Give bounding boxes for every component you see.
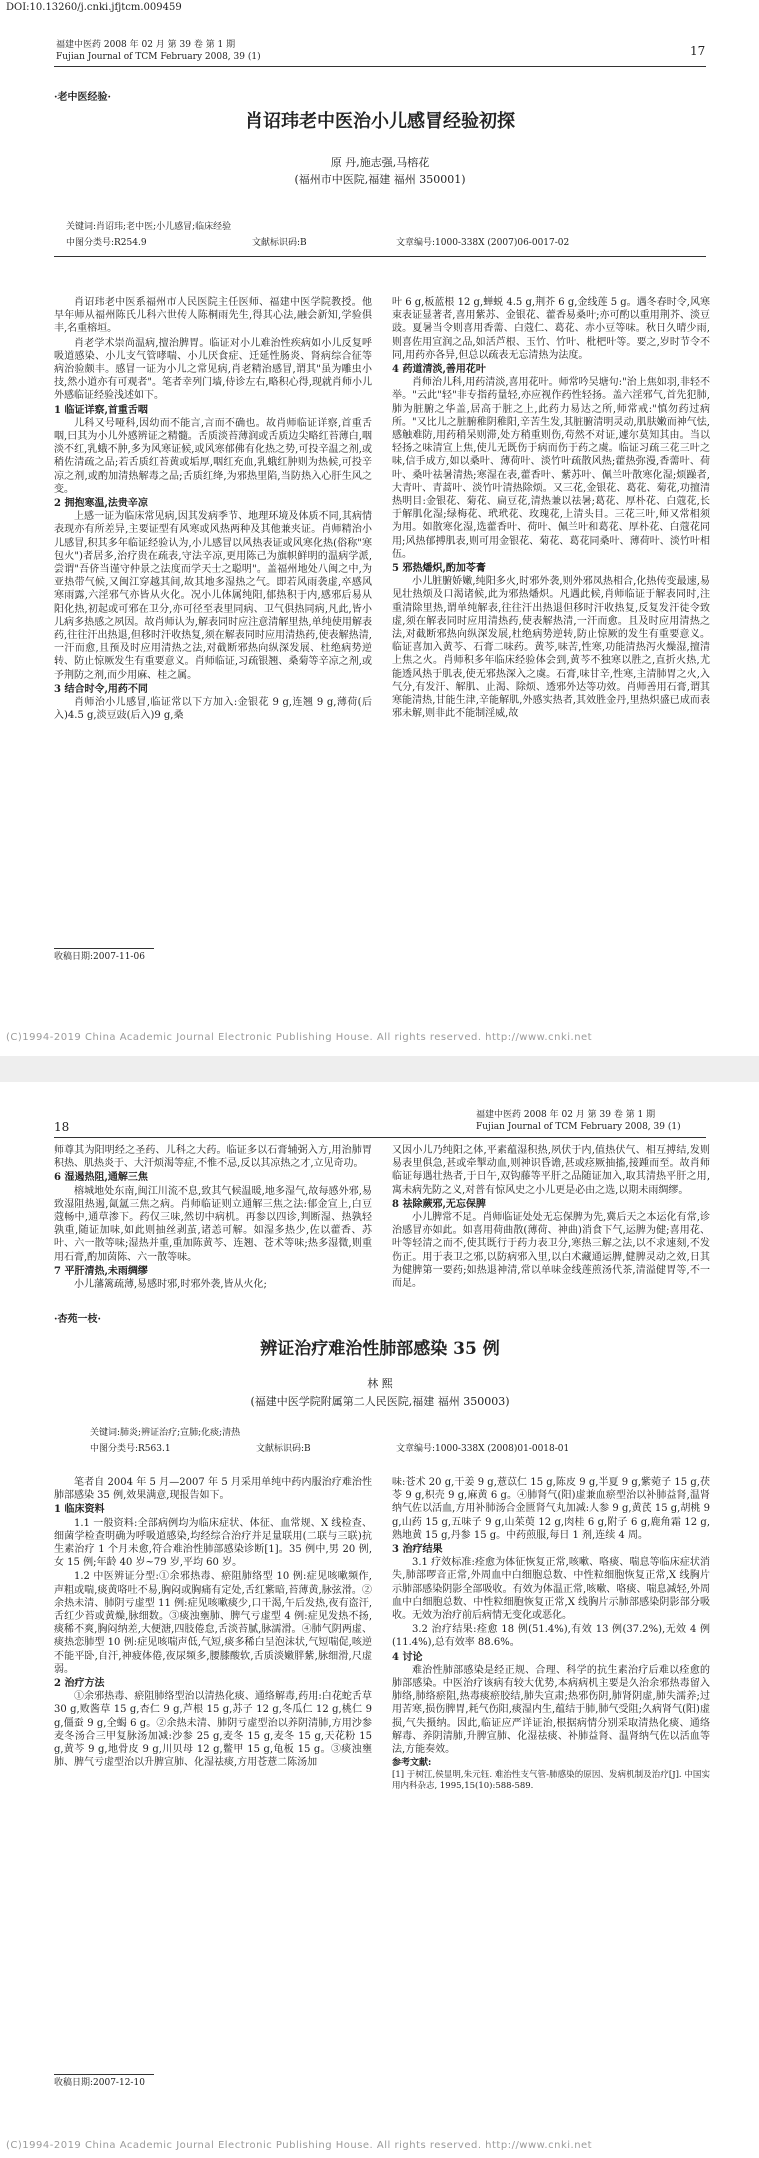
page2-header-rule — [54, 1137, 706, 1138]
copyright-line-1: (C)1994-2019 China Academic Journal Electronic Publishing House. All rights reserved. http://www.cnki.net — [6, 1032, 593, 1043]
page1-header-cn: 福建中医药 2008 年 02 月 第 39 卷 第 1 期 — [56, 40, 236, 50]
body-paragraph: 师尊其为阳明经之圣药、儿科之大药。临证多以石膏辅弼入方,用治肺胃积热、肌热炎于、大汗烦渴等症,不惟不忌,反以其凉热之才,立见奇功。 — [54, 1145, 372, 1170]
section-heading: 4 讨论 — [392, 1651, 423, 1663]
section-heading: 2 治疗方法 — [54, 1678, 105, 1690]
body-paragraph: 又因小儿乃纯阳之体,平素蕴湿积热,夙伏于内,值热伏气、相互搏结,发则易表里俱急,甚或牵掣动血,则神识昏谵,甚或痉厥抽搐,接踵而至。故肖师临证每遇壮热者,于日午,双钩藤等平肝之品随证加入,取其清热平肝之用,寓未病先防之义,对普有惊风史之小儿更是必由之选,以期未雨绸缪。 — [392, 1145, 710, 1196]
page2-top-right-column — [392, 1144, 710, 1312]
page2-footnote-rule — [54, 2074, 154, 2075]
body-paragraph: 小儿脏腑娇嫩,纯阳多火,时邪外袭,则外邪凤热相合,化热传变最速,易见壮热烦及口渴诸候,此为邪热燔炽。凡遇此候,肖师临证于解表同时,注重清除里热,谓单纯解表,往往汗出热退但移时汗收热复,反复发汗徒令致虚,须在解表同时应用清热药,使表解热清,一汗而愈。且及时应用清热之法,对截断邪热向纵深发展,杜绝病势逆转,防止惊厥的发生有重要意义。临证喜加入黄芩、石膏二味药。黄芩,味苦,性寒,功能清热泻火燥湿,擅清上焦之火。肖师积多年临床经验体会到,黄芩不独寒以胜之,直折火热,尤能透风热于肌表,使无邪热深入之虞。石膏,味甘辛,性寒,主清肺胃之火,入气分,有发汗、解肌、止渴、除烦、透邪外达等功效。肖师善用石膏,谓其寒能清热,甘能生津,辛能解肌,外感实热者,其效胜金丹,里热炽盛已成而表邪未解,则非此不能制淫威,故 — [392, 576, 710, 720]
page2-bottom-right-column — [392, 1476, 710, 2094]
body-paragraph: 1.2 中医辨证分型:①余邪热毒、瘀阻肺络型 10 例:症见咳嗽频作,声粗或喘,痰黄咯吐不易,胸闷或胸痛有定处,舌红紫暗,苔薄黄,脉弦滑。②余热未清、肺阴亏虚型 11 例:症见咳嗽痰少,口干渴,午后发热,夜有盗汗,舌红少苔或黄燥,脉细数。③痰浊壅肺、脾气亏虚型 4 例:症见发热不扬,痰稀不爽,胸闷纳差,大便溏,四肢倦怠,舌淡苔腻,脉濡滑。④肺气阴两虚、痰热恋肺型 10 例:症见咳喘声低,气短,痰多稀白呈泡沫状,气短喘促,咳逆不能平卧,自汗,神疲体倦,夜尿频多,腰膝酸软,舌质淡嫩胖紫,脉细滑,尺虚弱。 — [54, 1571, 372, 1675]
body-paragraph: 小儿藩篱疏薄,易感时邪,时邪外袭,皆从火化; — [74, 1279, 267, 1291]
body-paragraph: 笔者自 2004 年 5 月—2007 年 5 月采用单纯中药内服治疗难治性肺部感染 35 例,效果满意,现报告如下。 — [54, 1477, 372, 1502]
body-paragraph: 叶 6 g,板蓝根 12 g,蝉蜕 4.5 g,荆芥 6 g,金线莲 5 g。遇冬春时令,风寒束表证显著者,喜用紫苏、金银花、藿香易桑叶;亦可酌以重用荆芥、淡豆豉。夏暑当令则喜用香薷、白蔻仁、葛花、赤小豆等味。秋日久晴少雨,则喜佐用宣润之品,如活芦根、玉竹、竹叶、枇杷叶等。要之,岁时节令不同,用药亦各异,但总以疏表无忘清热为法度。 — [392, 297, 710, 361]
body-paragraph: 味:苍术 20 g,干姜 9 g,薏苡仁 15 g,陈皮 9 g,半夏 9 g,紫菀子 15 g,茯苓 9 g,枳壳 9 g,麻黄 6 g。④肺肾气(阳)虚兼血瘀型治以补肺益肾,温肾纳气佐以活血,方用补肺汤合金匮肾气丸加减:人参 9 g,黄芪 15 g,胡桃 9 g,山药 15 g,五味子 9 g,山茱萸 12 g,肉桂 6 g,附子 6 g,鹿角霜 12 g,熟地黄 15 g,丹参 15 g。中药煎服,每日 1 剂,连续 4 周。 — [392, 1477, 710, 1541]
page2-bottom-left-column — [54, 1476, 372, 2062]
section-heading: 1 临床资料 — [54, 1504, 105, 1516]
section-heading: 3 治疗结果 — [392, 1544, 443, 1556]
page2-doc-code: 文献标识码:B — [256, 1444, 311, 1454]
page-gap — [0, 1056, 759, 1082]
page1-column-label: ·老中医经验· — [54, 92, 111, 103]
page1-footnote: 收稿日期:2007-11-06 — [54, 952, 145, 962]
section-heading: 6 湿遏热阻,通解三焦 — [54, 1172, 148, 1184]
doi-label: DOI:10.13260/j.cnki.jfjtcm.009459 — [6, 2, 182, 13]
page2-affiliation: (福建中医学院附属第二人民医院,福建 福州 350003) — [250, 1395, 510, 1408]
page1-doc-code: 文献标识码:B — [252, 238, 307, 248]
page1-title: 肖诏玮老中医治小儿感冒经验初探 — [245, 111, 515, 132]
body-paragraph: 肖老学术崇尚温病,擅治脾胃。临证对小儿难治性疾病如小儿反复呼吸道感染、小儿支气管哮喘、小儿厌食症、迁延性肠炎、肾病综合征等病治验颇丰。感冒一证为小儿之常见病,肖老精治感冒,谓其"虽为雕虫小技,然小道亦有可观者"。笔者幸列门墙,侍诊左右,略积心得,现就肖师小儿外感临证经验浅述如下。 — [54, 337, 372, 402]
page1-left-column — [54, 296, 372, 936]
copyright-line-2: (C)1994-2019 China Academic Journal Electronic Publishing House. All rights reserved. http://www.cnki.net — [6, 2140, 593, 2151]
page2-page-number: 18 — [54, 1120, 70, 1134]
page1-header-en: Fujian Journal of TCM February 2008, 39 (1) — [56, 52, 261, 62]
section-heading: 5 邪热燔炽,酌加苓膏 — [392, 563, 486, 575]
reference-item: [1] 于树江,侯显明,朱元钰. 难治性支气管-肺感染的原因、发病机制及治疗[J]. 中国实用内科杂志, 1995,15(10):588-589. — [392, 1770, 710, 1792]
page2-footnote: 收稿日期:2007-12-10 — [54, 2078, 145, 2088]
body-paragraph: 难治性肺部感染是经正规、合理、科学的抗生素治疗后难以痊愈的肺部感染。中医治疗该病有较大优势,本病病机主要是久治余邪热毒留入肺络,肺络瘀阻,热毒痰瘀胶结,肺失宣肃;热邪伤阴,肺肾阴虚,肺失濡养;过用苦寒,损伤脾胃,耗气伤阳,痰湿内生,蕴结于肺,肺气受阻;久病肾气(阳)虚损,气失摄纳。因此,临证应严详证治,根据病情分别采取清热化痰、通络解毒、养阴清肺,升脾宣肺、化湿祛痰、补肺益肾、温肾纳气佐以活血等法,方能奏效。 — [392, 1664, 710, 1756]
page2-title: 辨证治疗难治性肺部感染 35 例 — [260, 1339, 500, 1359]
page1-header-rule — [54, 66, 706, 67]
page2-authors: 林 熙 — [367, 1377, 393, 1390]
page1-abstract-rule — [54, 256, 706, 257]
page1-authors: 原 丹,施志强,马榕花 — [330, 156, 430, 169]
page2-header-cn: 福建中医药 2008 年 02 月 第 39 卷 第 1 期 — [476, 1110, 656, 1120]
references-heading: 参考文献: — [392, 1758, 432, 1769]
body-paragraph: 小儿脾常不足。肖师临证处处无忘保脾为先,冀后天之本运化有常,诊治感冒亦如此。如喜用荷曲散(薄荷、神曲)消食下气,运脾为健;喜用花、叶等轻清之而不,使其既行于药力表卫分,寒热三解之法,以不求速刻,不发伤正。用于表卫之邪,以防病邪入里,以白术藏通运脾,健脾灵动之效,日其为健脾第一要药;如热退神清,常以单味金线莲煎汤代茶,清溢健胃等,不一而足。 — [392, 1212, 710, 1290]
page1-class-number: 中图分类号:R254.9 — [66, 238, 147, 248]
body-paragraph: 3.1 疗效标准:痊愈为体征恢复正常,咳嗽、咯痰、喘息等临床症状消失,肺部啰音正常,外周血中白细胞总数、中性粒细胞恢复正常,X 线胸片示肺部感染阴影全部吸收。有效为体温正常,咳嗽、咯痰、喘息减轻,外周血中白细胞总数、中性粒细胞恢复正常,X 线胸片示肺部感染阴影部分吸收。无效为治疗前后病情无变化或恶化。 — [392, 1557, 710, 1622]
section-heading: 4 药道清淡,善用花叶 — [392, 364, 486, 376]
body-paragraph: 儿科又号哑科,因幼而不能言,言而不确也。故肖师临证详察,首重舌咽,曰其为小儿外感辨证之精髓。舌质淡苔薄润或舌质边尖略红苔薄白,咽淡不红,乳蛾不肿,多为风寒证候,或风寒郁佛有化热之势,可投辛温之剂,或稍佐清疏之品;若舌质红苔黄或垢厚,咽红充血,乳蛾红肿则为热候,可投辛凉之剂,或酌加清热解毒之品;舌质红绛,为邪热里陷,当防热入心肝生风之变。 — [54, 417, 372, 495]
section-heading: 1 临证详察,首重舌咽 — [54, 404, 148, 416]
section-heading: 2 拥抱寒温,法贵辛凉 — [54, 498, 148, 510]
body-paragraph: 3.2 治疗结果:痊愈 18 例(51.4%),有效 13 例(37.2%),无效 4 例(11.4%),总有效率 88.6%。 — [392, 1624, 710, 1649]
body-paragraph: 1.1 一般资料:全部病例均为临床症状、体征、血常规、X 线检查、细菌学检查明确为呼吸道感染,均经综合治疗并足量联用(二联与三联)抗生素治疗 1 个月未愈,符合难治性肺部感染诊断[1]。35 例中,男 20 例,女 15 例;年龄 40 岁~79 岁,平均 60 岁。 — [54, 1517, 372, 1569]
body-paragraph: ①余邪热毒、瘀阻肺络型治以清热化痰、通络解毒,药用:白花蛇舌草 30 g,败酱草 15 g,杏仁 9 g,芦根 15 g,苏子 12 g,冬瓜仁 12 g,桃仁 9 g,僵蚕 9 g,全蝎 6 g。②余热未清、肺阴亏虚型治以养阴清肺,方用沙参麦冬汤合三甲复脉汤加减:沙参 25 g,麦冬 15 g,麦冬 15 g,天花粉 15 g,黄芩 9 g,地骨皮 9 g,川贝母 12 g,鳖甲 15 g,龟板 15 g。③痰浊壅肺、脾气亏虚型治以升脾宣肺、化湿祛痰,方用苍薏二陈汤加 — [54, 1691, 372, 1769]
body-paragraph: 榕城地处东南,闽江川流不息,致其气候温暖,地多湿气,故每感外邪,易致湿阻热遏,氤氲三焦之病。肖师临证则立通解三焦之法:郁金宣上,白豆蔻畅中,通草渗下。药仅三味,然切中病机。再参以四诊,判断湿、热孰轻孰重,随证加味,如此则抽丝剥茧,诸恙可解。如湿多热少,佐以藿香、苏叶、六一散等味;湿热并重,重加陈黄芩、连翘、苍术等味;热多湿微,则重用石膏,酌加茵陈、六一散等味。 — [54, 1185, 372, 1263]
body-paragraph: 肖诏玮老中医系福州市人民医院主任医师、福建中医学院教授。他早年师从福州陈氏儿科六世传人陈桐雨先生,得其心法,融会新知,学验俱丰,名重榕垣。 — [54, 297, 372, 335]
section-heading: 3 结合时令,用药不同 — [54, 683, 148, 695]
page2-top-left-column — [54, 1144, 372, 1312]
page2-article-number: 文章编号:1000-338X (2008)01-0018-01 — [396, 1444, 570, 1454]
page1-footnote-rule — [54, 948, 154, 949]
body-paragraph: 肖师治儿科,用药清淡,喜用花叶。师常吟吴塘句:"治上焦如羽,非轻不举。"云此"轻"非专指药量轻,亦应视作药性轻扬。盖六淫邪气,首先犯肺,肺为脏腑之华盖,居高于脏之上,此药力易达之所,师常戒:"慎勿药过病所。"又比儿之脏腑稚阴稚阳,辛苦生发,其脏腑清明灵动,肌肤嫩而神气怯,感触难防,用药稍呆则滞,处方稍重则伤,苟然不对证,遽尔莫知其由。当以轻扬之味清宣上焦,使儿无既伤于病而伤于药之虞。临证习疏三花三叶之味,信手成方,如以桑叶、薄荷叶、淡竹叶疏散风热;藿热弥漫,香薷叶、荷叶、桑叶祛暑清热;寒湿在表,藿香叶、紫苏叶、佩兰叶散寒化湿;烦躁者,大青叶、青蒿叶、淡竹叶清热除烦。又三花,金银花、葛花、菊花,功擅清热明目:金银花、菊花、扁豆花,清热兼以祛暑;葛花、厚朴花、白蔻花,长于解肌化湿;绿梅花、玳玳花、玫瑰花,上清头目。三花三叶,师又常相须为用。如散寒化湿,选藿香叶、荷叶、佩兰叶和葛花、厚朴花、白蔻花同用;风热郁搏肌表,则可用金银花、菊花、葛花同桑叶、薄荷叶、淡竹叶相伍。 — [392, 377, 710, 560]
page1-article-number: 文章编号:1000-338X (2007)06-0017-02 — [396, 238, 570, 248]
page2-keywords: 关键词:肺炎;辨证治疗;宣肺;化痰;清热 — [90, 1428, 241, 1438]
section-heading: 7 平肝清热,未雨绸缪 — [54, 1265, 148, 1277]
page2-column-label: ·杏苑一枝· — [54, 1314, 101, 1325]
page1-affiliation: (福州市中医院,福建 福州 350001) — [294, 173, 466, 186]
page2-header-en: Fujian Journal of TCM February 2008, 39 (1) — [476, 1122, 681, 1132]
body-paragraph: 上感一证为临床常见病,因其发病季节、地理环境及体质不同,其病情表现亦有所差异,主要证型有风寒或风热两种及其他兼夹证。肖师精治小儿感冒,积其多年临证经验认为,小儿感冒以风热表证或风寒化热(俗称"寒包火")者居多,治疗贵在疏表,守法辛凉,更用陈己为旗帜鲜明的温病学派,尝谓"吾侪当谨守仲景之法度而学天士之聪明"。盖福州地处八闽之中,为亚热带气候,又闽江穿越其间,故其地多湿热之气。即若风雨袭虚,卒感风寒雨露,六淫邪气亦皆从火化。况小儿体属纯阳,郁热积于内,感邪后易从阳化热,初起或可邪在卫分,亦可径至表里同病、卫气俱热同病,凡此,皆小儿病多热感之夙因。故肖师认为,解表同时应注意清解里热,单纯使用解表药,往往汗出热退,但移时汗收热复,须在解表同时应用清热药,使表解热清,一汗而愈,且预及时应用清热之法,对截断邪热向纵深发展、杜绝病势逆转、防止惊厥发生有重要意义。肖师临证,习疏银翘、桑菊等辛凉之剂,或予荆防之剂,而少用麻、桂之属。 — [54, 511, 372, 681]
section-heading: 8 祛除蕨邪,无忘保脾 — [392, 1198, 486, 1210]
page1-page-number: 17 — [690, 44, 706, 58]
page1-keywords: 关键词:肖诏玮;老中医;小儿感冒;临床经验 — [66, 222, 232, 232]
page1-right-column — [392, 296, 710, 986]
page2-class-number: 中图分类号:R563.1 — [90, 1444, 171, 1454]
body-paragraph: 肖师治小儿感冒,临证常以下方加入:金银花 9 g,连翘 9 g,薄荷(后入)4.5 g,淡豆豉(后入)9 g,桑 — [54, 697, 372, 722]
